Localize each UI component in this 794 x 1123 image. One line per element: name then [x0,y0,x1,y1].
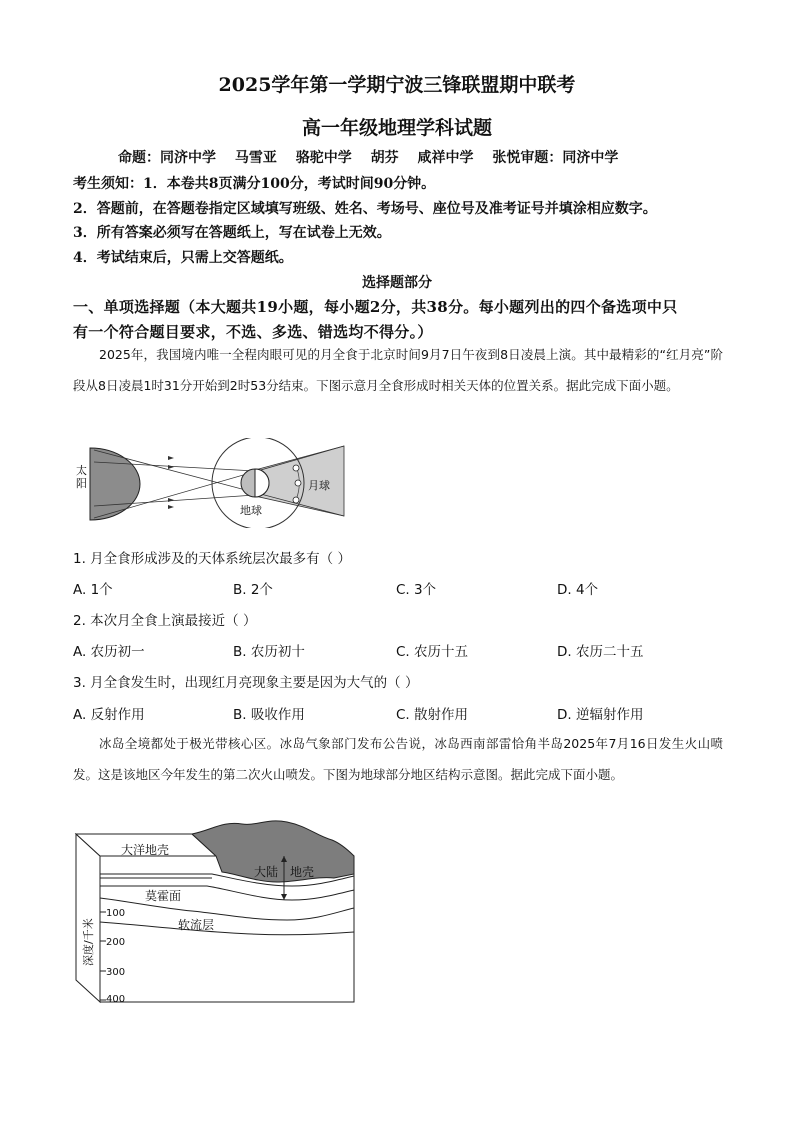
moon-label: 月球 [308,479,330,492]
q1-option: A. 1个 [73,582,113,598]
question-3: 3. 月全食发生时，出现红月亮现象主要是因为大气的（ ） [73,675,419,691]
continent-label: 大陆 [254,865,279,879]
question-1: 1. 月全食形成涉及的天体系统层次最多有（ ） [73,551,351,567]
passage-1: 2025年，我国境内唯一全程肉眼可见的月全食于北京时间9月7日午夜到8日凌晨上演。其中最精彩的“红月亮”阶段从8日凌晨1时31分开始到2时53分结束。下图示意月全食形成时相关天体的位置关系。据此完成下面小题。 [73,347,723,393]
author-item: 命题：同济中学 [118,150,216,166]
sun-label: 太阳 [76,464,87,490]
depth-tick: 400 [106,994,126,1005]
asthenosphere-label: 软流层 [178,918,215,932]
depth-tick: 100 [106,908,126,919]
exam-subtitle: 高一年级地理学科试题 [301,117,492,139]
sun-shape [90,448,140,520]
q3-option: B. 吸收作用 [233,707,305,723]
moho-label: 莫霍面 [145,889,182,903]
author-item: 咸祥中学 [417,150,474,166]
depth-tick: 300 [106,967,126,978]
q2-option: D. 农历二十五 [557,644,644,660]
q2-option: B. 农历初十 [233,644,305,660]
earth-label: 地球 [240,504,262,517]
ocean-crust-label: 大洋地壳 [121,843,170,857]
depth-tick: 200 [106,937,126,948]
notice-line: 4．考试结束后，只需上交答题纸。 [73,250,293,266]
q3-option: A. 反射作用 [73,707,145,723]
exam-title: 2025学年第一学期宁波三锋联盟期中联考 [218,74,576,96]
earth-structure-diagram [72,816,362,1006]
q3-option: D. 逆辐射作用 [557,707,644,723]
author-item: 马雪亚 [234,150,277,166]
eclipse-diagram [72,438,362,528]
author-item: 骆驼中学 [295,150,352,166]
crust-label: 地壳 [290,865,315,879]
notice-line: 考生须知：1．本卷共8页满分100分，考试时间90分钟。 [73,176,436,192]
notice-line: 3．所有答案必须写在答题纸上，写在试卷上无效。 [73,225,391,241]
q1-option: B. 2个 [233,582,273,598]
q2-option: C. 农历十五 [396,644,469,660]
author-item: 胡芬 [370,150,399,166]
depth-axis-label: 深度/千米 [82,918,95,966]
q3-option: C. 散射作用 [396,707,469,723]
block-side [76,834,100,1002]
part1-instructions: 有一个符合题目要求，不选、多选、错选均不得分。） [73,323,433,341]
question-2: 2. 本次月全食上演最接近（ ） [73,613,257,629]
passage-2: 冰岛全境都处于极光带核心区。冰岛气象部门发布公告说，冰岛西南部雷恰角半岛2025年7月16日发生火山喷发。这是该地区今年发生的第二次火山喷发。下图为地球部分地区结构示意图。据此完成下面小题。 [73,736,723,782]
q1-option: D. 4个 [557,582,599,598]
notice-line: 2．答题前，在答题卷指定区域填写班级、姓名、考场号、座位号及准考证号并填涂相应数字。 [73,201,657,217]
q2-option: A. 农历初一 [73,644,145,660]
section-title: 选择题部分 [362,275,432,291]
part1-instructions: 一、单项选择题（本大题共19小题，每小题2分，共38分。每小题列出的四个备选项中只 [73,298,678,316]
authors-line [118,147,632,167]
author-item: 张悦审题：同济中学 [492,150,619,166]
q1-option: C. 3个 [396,582,437,598]
